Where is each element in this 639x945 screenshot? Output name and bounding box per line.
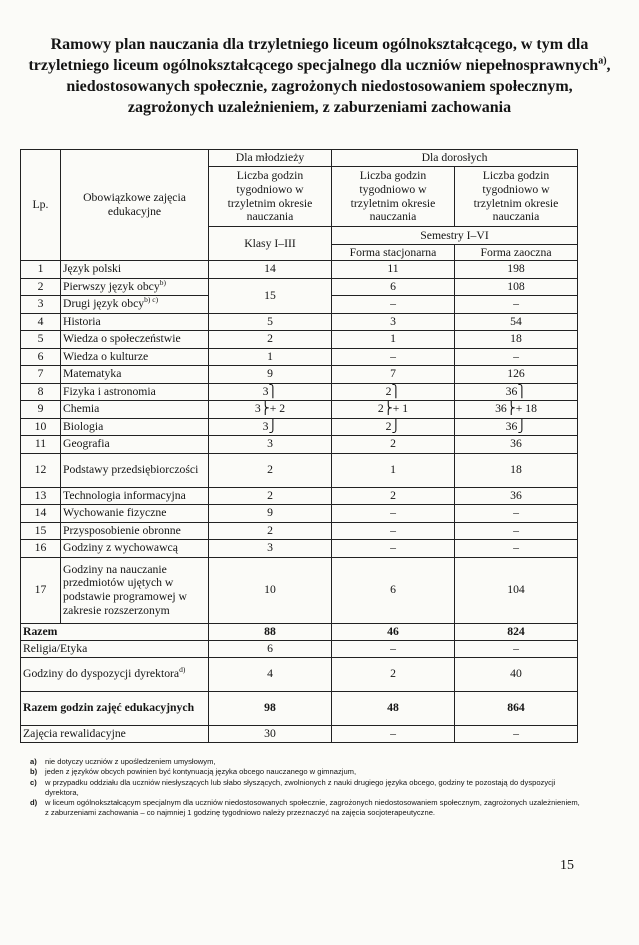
- footnote-mark: b): [159, 278, 166, 288]
- row-zaocz-value: 36: [510, 488, 522, 502]
- summary-label-text: Godziny do dyspozycji dyrektora: [23, 667, 180, 681]
- row-youth-value: 10: [264, 583, 276, 597]
- row-youth-value: 3: [254, 402, 261, 416]
- row-lp: 14: [21, 505, 61, 523]
- footnote-item: [30, 798, 585, 819]
- row-youth-value: 14: [264, 262, 276, 276]
- row-youth-value: 3: [267, 437, 273, 451]
- row-zaocz: [455, 261, 578, 279]
- row-stac-value: 3: [390, 314, 396, 328]
- row-lp: 3: [21, 296, 61, 314]
- row-zaocz-value: –: [513, 297, 519, 311]
- row-zaocz: [455, 366, 578, 384]
- summary-stac: –: [332, 725, 455, 742]
- row-subject: [61, 401, 209, 419]
- row-zaocz: [455, 278, 578, 296]
- row-subject: [61, 331, 209, 349]
- row-youth: [209, 505, 332, 523]
- row-lp: 10: [21, 418, 61, 436]
- row-stac: [332, 348, 455, 366]
- row-zaocz-value: 36: [505, 384, 518, 398]
- row-youth-value: 2: [267, 523, 273, 537]
- summary-label: [21, 725, 209, 742]
- group-brace: ⎫: [268, 383, 278, 398]
- summary-label: [21, 623, 209, 640]
- row-stac-value: 7: [390, 367, 396, 381]
- row-stac-value: 11: [387, 262, 399, 276]
- row-stac-value: 1: [390, 332, 396, 346]
- group-brace: ⎫: [391, 383, 401, 398]
- summary-row: [21, 640, 578, 657]
- table-row: [21, 436, 578, 454]
- summary-stac: 2: [332, 657, 455, 691]
- row-subject-label: Historia: [63, 314, 101, 328]
- row-youth-value: 3: [262, 384, 269, 398]
- group-brace: ⎫: [517, 383, 527, 398]
- table-row: [21, 505, 578, 523]
- row-subject-label: Podstawy przedsiębiorczości: [63, 463, 199, 477]
- row-zaocz: [455, 557, 578, 623]
- footnote-item: [30, 778, 585, 799]
- row-zaocz: [455, 296, 578, 314]
- row-lp: 17: [21, 557, 61, 623]
- row-subject-label: Pierwszy język obcy: [63, 279, 160, 293]
- row-stac: [332, 331, 455, 349]
- curriculum-table: [20, 149, 578, 743]
- summary-label: [21, 691, 209, 725]
- row-youth-value: 2: [267, 332, 273, 346]
- row-subject-label: Wychowanie fizyczne: [63, 506, 167, 520]
- summary-label: [21, 657, 209, 691]
- row-zaocz: [455, 401, 578, 419]
- header-adults: Dla dorosłych: [332, 150, 578, 167]
- summary-youth: 4: [209, 657, 332, 691]
- summary-youth: 6: [209, 640, 332, 657]
- row-subject-label: Geografia: [63, 437, 110, 451]
- row-lp: 16: [21, 540, 61, 558]
- row-subject-label: Biologia: [63, 419, 104, 433]
- row-youth-value: 2: [267, 463, 273, 477]
- row-stac-value: 6: [390, 583, 396, 597]
- summary-label-text: Zajęcia rewalidacyjne: [23, 726, 126, 740]
- row-lp: 8: [21, 383, 61, 401]
- row-zaocz-value: –: [513, 541, 519, 555]
- table-row: [21, 348, 578, 366]
- table-row: [21, 261, 578, 279]
- row-youth-value: 5: [267, 314, 273, 328]
- row-subject-label: Fizyka i astronomia: [63, 384, 156, 398]
- row-zaocz: [455, 505, 578, 523]
- footnote-item: [30, 757, 585, 767]
- row-subject: [61, 278, 209, 296]
- table-row: [21, 331, 578, 349]
- row-lp: 6: [21, 348, 61, 366]
- row-youth: [209, 522, 332, 540]
- group-extra-stac: + 1: [392, 402, 409, 416]
- row-stac: [332, 453, 455, 487]
- row-zaocz-value: 18: [510, 332, 522, 346]
- row-stac: [332, 487, 455, 505]
- row-zaocz-value: 54: [510, 314, 522, 328]
- title-text: Ramowy plan nauczania dla trzyletniego liceum ogólnokształcącego, w tym dla trzyletniego liceum ogólnokształcącego specjalnego dla uczniów niepełnosprawnych: [28, 36, 599, 74]
- row-subject-label: Wiedza o społeczeństwie: [63, 332, 181, 346]
- summary-stac: –: [332, 640, 455, 657]
- summary-youth: 30: [209, 725, 332, 742]
- summary-zaocz: –: [455, 725, 578, 742]
- row-subject-label: Chemia: [63, 402, 100, 416]
- row-subject: [61, 557, 209, 623]
- row-stac-value: –: [390, 506, 396, 520]
- row-stac: [332, 401, 455, 419]
- row-zaocz-value: –: [513, 349, 519, 363]
- row-zaocz-value: 104: [507, 583, 525, 597]
- summary-stac: 46: [332, 623, 455, 640]
- table-row: [21, 278, 578, 296]
- row-youth: [209, 366, 332, 384]
- row-youth: 15: [209, 278, 332, 313]
- row-stac: [332, 296, 455, 314]
- row-subject: [61, 383, 209, 401]
- header-youth: Dla młodzieży: [209, 150, 332, 167]
- group-brace: ⎬: [506, 401, 516, 416]
- row-subject: [61, 522, 209, 540]
- header-klasy: Klasy I–III: [209, 227, 332, 261]
- row-zaocz-value: 36: [505, 419, 518, 433]
- row-lp: 4: [21, 313, 61, 331]
- row-youth: [209, 418, 332, 436]
- row-zaocz: [455, 436, 578, 454]
- row-zaocz: [455, 383, 578, 401]
- row-stac-value: 2: [390, 437, 396, 451]
- row-zaocz-value: 36: [510, 437, 522, 451]
- page-number: 15: [560, 858, 574, 873]
- header-zaoczna: Forma zaoczna: [455, 245, 578, 261]
- table-row: [21, 522, 578, 540]
- group-brace: ⎭: [268, 418, 278, 433]
- footnote-text: w przypadku oddziału dla uczniów niesłyszących lub słabo słyszących, zwolnionych z nauki drugiego języka obcego, godziny te pozostają do dyspozycji dyrektora,: [45, 777, 556, 797]
- summary-row: [21, 657, 578, 691]
- row-zaocz: [455, 313, 578, 331]
- summary-youth: 98: [209, 691, 332, 725]
- group-extra-zaocz: + 18: [515, 402, 537, 416]
- row-zaocz: [455, 487, 578, 505]
- row-zaocz: [455, 418, 578, 436]
- row-zaocz-value: 18: [510, 463, 522, 477]
- footnotes: [30, 757, 585, 819]
- row-stac-value: –: [390, 523, 396, 537]
- footnote-mark: b): [30, 767, 38, 777]
- footnote-mark: a): [30, 757, 37, 766]
- row-zaocz: [455, 348, 578, 366]
- row-subject: [61, 348, 209, 366]
- row-zaocz-value: 126: [507, 367, 525, 381]
- row-subject-label: Język polski: [63, 262, 122, 276]
- row-stac-value: 2: [377, 402, 384, 416]
- row-lp: 13: [21, 487, 61, 505]
- summary-label-text: Razem godzin zajęć edukacyjnych: [23, 701, 195, 715]
- row-stac: [332, 505, 455, 523]
- summary-label-text: Religia/Etyka: [23, 641, 88, 655]
- row-zaocz-value: –: [513, 506, 519, 520]
- row-youth-value: 9: [267, 506, 273, 520]
- row-youth: [209, 313, 332, 331]
- header-hours-stac: Liczba godzin tygodniowo w trzyletnim okresie nauczania: [332, 167, 455, 227]
- table-row: [21, 557, 578, 623]
- row-subject: [61, 418, 209, 436]
- row-subject: [61, 366, 209, 384]
- summary-zaocz: 824: [455, 623, 578, 640]
- summary-row: [21, 623, 578, 640]
- table-row: [21, 366, 578, 384]
- table-row: [21, 401, 578, 419]
- row-youth: [209, 348, 332, 366]
- row-youth: [209, 557, 332, 623]
- row-zaocz: [455, 540, 578, 558]
- table-row: [21, 313, 578, 331]
- row-lp: 2: [21, 278, 61, 296]
- header-stacjonarna: Forma stacjonarna: [332, 245, 455, 261]
- row-lp: 11: [21, 436, 61, 454]
- row-stac: [332, 540, 455, 558]
- row-youth: [209, 261, 332, 279]
- header-hours-youth: Liczba godzin tygodniowo w trzyletnim okresie nauczania: [209, 167, 332, 227]
- group-brace: ⎭: [517, 418, 527, 433]
- row-subject-label: Wiedza o kulturze: [63, 349, 149, 363]
- row-zaocz-value: –: [513, 523, 519, 537]
- row-subject-label: Godziny z wychowawcą: [63, 541, 178, 555]
- row-stac: [332, 278, 455, 296]
- row-stac-value: –: [390, 541, 396, 555]
- table-row: [21, 418, 578, 436]
- table-row: [21, 453, 578, 487]
- footnote-mark: b) c): [144, 295, 159, 305]
- row-subject: [61, 436, 209, 454]
- row-youth-value: 3: [262, 419, 269, 433]
- row-stac: [332, 261, 455, 279]
- row-youth: [209, 331, 332, 349]
- row-lp: 9: [21, 401, 61, 419]
- row-youth-value: 3: [267, 541, 273, 555]
- title-text-end: , niedostosowanych społecznie, zagrożonych niedostosowaniem społecznym, zagrożonych uzależnieniem, z zaburzeniami zachowania: [66, 57, 611, 116]
- row-zaocz: [455, 331, 578, 349]
- row-stac: [332, 313, 455, 331]
- row-subject-label: Drugi język obcy: [63, 297, 145, 311]
- summary-zaocz: 864: [455, 691, 578, 725]
- header-hours-zaocz: Liczba godzin tygodniowo w trzyletnim okresie nauczania: [455, 167, 578, 227]
- row-stac: [332, 436, 455, 454]
- row-zaocz-value: 36: [495, 402, 507, 416]
- row-stac-value: 2: [385, 419, 392, 433]
- document-title: [28, 34, 611, 118]
- row-lp: 1: [21, 261, 61, 279]
- row-youth: [209, 487, 332, 505]
- footnote-item: [30, 767, 585, 777]
- row-lp: 15: [21, 522, 61, 540]
- footnote-mark: d): [179, 665, 186, 675]
- row-subject-label: Godziny na nauczanie przedmiotów ujętych w podstawie programowej w zakresie rozszerzonym: [63, 562, 187, 617]
- footnote-text: jeden z języków obcych powinien być kontynuacją języka obcego nauczanego w gimnazjum,: [45, 767, 357, 777]
- table-row: [21, 487, 578, 505]
- footnote-text: nie dotyczy uczniów z upośledzeniem umysłowym,: [45, 757, 216, 766]
- row-stac: [332, 383, 455, 401]
- footnote-text: w liceum ogólnokształcącym specjalnym dla uczniów niedostosowanych społecznie, zagrożonych niedostosowaniem społecznym, zagrożonych uzależnieniem, z zaburzeniami zachowania – co najmniej 1 godzinę tygodniowo należy przeznaczyć na zajęcia socjoterapeutyczne.: [45, 798, 580, 818]
- row-zaocz: [455, 453, 578, 487]
- row-stac-value: 1: [390, 463, 396, 477]
- row-lp: 12: [21, 453, 61, 487]
- row-stac-value: 6: [390, 279, 396, 293]
- summary-zaocz: 40: [455, 657, 578, 691]
- footnote-mark: d): [30, 798, 38, 808]
- row-subject: [61, 313, 209, 331]
- row-subject: [61, 453, 209, 487]
- summary-stac: 48: [332, 691, 455, 725]
- row-youth: [209, 540, 332, 558]
- header-lp: Lp.: [21, 150, 61, 261]
- row-zaocz-value: 108: [507, 279, 525, 293]
- group-brace: ⎭: [391, 418, 401, 433]
- table-row: [21, 540, 578, 558]
- row-stac-value: –: [390, 297, 396, 311]
- row-subject-label: Przysposobienie obronne: [63, 523, 181, 537]
- group-extra-youth: + 2: [269, 402, 286, 416]
- row-stac-value: –: [390, 349, 396, 363]
- row-youth-value: 2: [267, 488, 273, 502]
- footnote-mark: c): [30, 777, 37, 787]
- row-zaocz-value: 198: [507, 262, 525, 276]
- title-footnote-mark: a): [598, 55, 607, 67]
- summary-label-text: Razem: [23, 624, 58, 638]
- row-youth-value: 9: [267, 367, 273, 381]
- row-subject: [61, 261, 209, 279]
- row-lp: 5: [21, 331, 61, 349]
- header-semestry: Semestry I–VI: [332, 227, 578, 245]
- row-subject: [61, 540, 209, 558]
- header-subject: Obowiązkowe zajęcia edukacyjne: [61, 150, 209, 261]
- summary-row: [21, 691, 578, 725]
- group-brace: ⎬: [383, 401, 393, 416]
- row-stac: [332, 366, 455, 384]
- summary-row: [21, 725, 578, 742]
- summary-youth: 88: [209, 623, 332, 640]
- table-row: [21, 383, 578, 401]
- group-brace: ⎬: [260, 401, 270, 416]
- row-lp: 7: [21, 366, 61, 384]
- row-zaocz: [455, 522, 578, 540]
- row-subject: [61, 296, 209, 314]
- row-stac-value: 2: [390, 488, 396, 502]
- row-subject: [61, 487, 209, 505]
- row-stac: [332, 418, 455, 436]
- row-youth: [209, 436, 332, 454]
- row-stac-value: 2: [385, 384, 392, 398]
- row-stac: [332, 522, 455, 540]
- row-subject-label: Matematyka: [63, 367, 122, 381]
- summary-label: [21, 640, 209, 657]
- row-subject: [61, 505, 209, 523]
- row-youth: [209, 453, 332, 487]
- summary-zaocz: –: [455, 640, 578, 657]
- row-youth-value: 1: [267, 349, 273, 363]
- row-subject-label: Technologia informacyjna: [63, 488, 186, 502]
- row-youth: [209, 401, 332, 419]
- row-stac: [332, 557, 455, 623]
- row-youth: [209, 383, 332, 401]
